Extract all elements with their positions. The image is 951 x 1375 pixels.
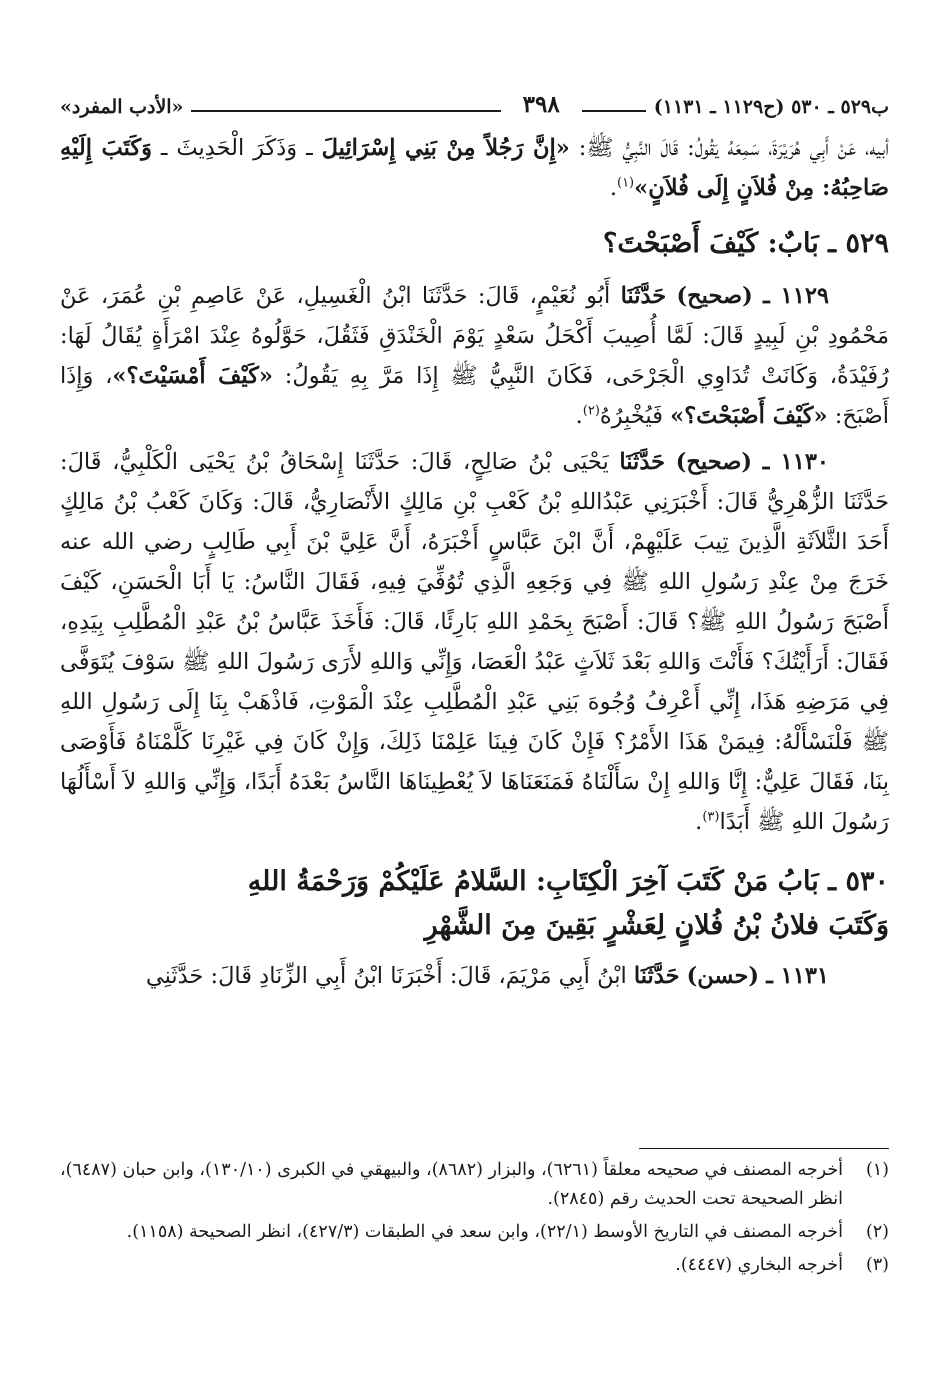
hadith-number: ١١٣٠ ـ — [762, 449, 829, 475]
chapter-530-title-line-1: ٥٣٠ ـ بَابُ مَنْ كَتَبَ آخِرَ الْكِتَابِ: السَّلامُ عَلَيْكُمْ وَرَحْمَةُ اللهِ — [247, 866, 889, 897]
hadith-text: يَحْيَى بْنُ صَالِحٍ، قَالَ: حَدَّثَنَا إِسْحَاقُ بْنُ يَحْيَى الْكَلْبِيُّ، قَالَ: حَدَّثَنَا الزُّهْرِيُّ قَالَ: أَخْبَرَنِي عَبْدُاللهِ بْنُ كَعْبِ بْنِ مَالِكٍ الأَنْصَارِيُّ، قَالَ: وَكَانَ كَعْبُ بْنُ مَالِكٍ أَحَدَ الثَّلاَثَةِ الَّذِينَ تِيبَ عَلَيْهِمْ، أَنَّ ابْنَ عَبَّاسٍ أَخْبَرَهُ، أَنَّ عَلِيَّ بْنَ أَبِي طَالِبٍ رضي الله عنه خَرَجَ مِنْ عِنْدِ رَسُولِ اللهِ ﷺ فِي وَجَعِهِ الَّذِي تُوُفِّيَ فِيهِ، فَقَالَ النَّاسُ: يَا أَبَا الْحَسَنِ، كَيْفَ أَصْبَحَ رَسُولُ اللهِ ﷺ؟ قَالَ: أَصْبَحَ بِحَمْدِ اللهِ بَارِئًا، قَالَ: فَأَخَذَ عَبَّاسُ بْنُ عَبْدِ الْمُطَّلِبِ بِيَدِهِ، فَقَالَ: أَرَأَيْتُكَ؟ فَأَنْتَ وَاللهِ بَعْدَ ثَلاَثٍ عَبْدُ الْعَصَا، وَإِنِّي وَاللهِ لأَرَى رَسُولَ اللهِ ﷺ سَوْفَ يُتَوَفَّى فِي مَرَضِهِ هَذَا، إِنِّي أَعْرِفُ وُجُوهَ بَنِي عَبْدِ الْمُطَّلِبِ عِنْدَ الْمَوْتِ، فَاذْهَبْ بِنَا إِلَى رَسُولِ اللهِ ﷺ فَلْنَسْأَلْهُ: فِيمَنْ هَذَا الأَمْرُ؟ فَإِنْ كَانَ فِينَا عَلِمْنَا ذَلِكَ، وَإِنْ كَانَ فِي غَيْرِنَا كَلَّمْنَاهُ فَأَوْصَى بِنَا، فَقَالَ عَلِيٌّ: إِنَّا وَاللهِ إِنْ سَأَلْنَاهُ فَمَنَعَنَاهَا لاَ يُعْطِينَاهَا النَّاسُ بَعْدَهُ أَبَدًا، وَإِنِّي وَاللهِ لاَ أَسْأَلُهَا رَسُولَ اللهِ ﷺ أَبَدًا — [60, 449, 889, 835]
hadith-end: . — [575, 403, 583, 429]
footnote-number: (٣) — [865, 1255, 889, 1275]
intro-quote-2: وَكَتَبَ إِلَيْهِ صَاحِبُهُ: مِنْ فُلاَنٍ إِلَى فُلاَنٍ» — [60, 135, 889, 201]
footnote-separator — [639, 1148, 889, 1149]
hadith-end: . — [695, 809, 703, 835]
hadith-number: ١١٣١ ـ — [766, 963, 829, 989]
chapter-530-title-line-2: وَكَتَبَ فلانُ بْنُ فُلانٍ لِعَشْرٍ بَقِينَ مِنَ الشَّهْرِ — [424, 910, 889, 941]
header-range: ب٥٢٩ ـ ٥٣٠ (ح١١٢٩ ـ ١١٣١) — [653, 96, 889, 118]
hadith-text: ابْنُ أَبِي مَرْيَمَ، قَالَ: أَخْبَرَنَا ابْنُ أَبِي الزِّنَادِ قَالَ: حَدَّثَنِي — [145, 963, 634, 989]
hadith-grade: (صحيح) — [676, 283, 753, 309]
footnote-ref-3[interactable]: (٣) — [702, 809, 720, 825]
header-book-title: «الأدب المفرد» — [60, 96, 184, 118]
intro-text-1: أبيه، عَنْ أَبِي هُرَيْرَةَ، سَمِعَهُ يَقُولُ: قَالَ النَّبِيُّ ﷺ: — [569, 135, 889, 161]
hadith-number: ١١٢٩ ـ — [763, 283, 829, 309]
hadith-grade: (حسن) — [686, 963, 760, 989]
footnote-ref-2[interactable]: (٢) — [582, 403, 600, 419]
header-rule-right — [582, 110, 646, 112]
footnote-number: (١) — [865, 1160, 889, 1180]
haddathana-word: حَدَّثَنَا — [619, 449, 666, 475]
hadith-grade: (صحيح) — [675, 449, 752, 475]
footnote-1 — [60, 1156, 889, 1214]
footnote-text: أخرجه البخاري (٤٤٤٧). — [675, 1255, 843, 1275]
header-rule-left — [191, 110, 500, 112]
footnote-number: (٢) — [865, 1222, 889, 1242]
footnotes — [60, 1156, 889, 1284]
footnote-3 — [60, 1251, 889, 1280]
footnote-2 — [60, 1218, 889, 1247]
footnote-ref-1[interactable]: (١) — [616, 175, 635, 191]
intro-paragraph — [60, 128, 889, 208]
page-number: ٣٩٨ — [522, 91, 560, 118]
chapter-529-title: ٥٢٩ ـ بَابٌ: كَيْفَ أَصْبَحْتَ؟ — [603, 228, 889, 259]
hadith-text-3: فَيُخْبِرُهُ — [599, 403, 671, 429]
hadith-1129 — [60, 276, 889, 436]
footnote-text: أخرجه المصنف في صحيحه معلقاً (٦٢٦١)، والبزار (٨٦٨٢)، والبيهقي في الكبرى (١٣٠/١٠)، وابن حبان (٦٤٨٧)، انظر الصحيحة تحت الحديث رقم (٢٨٤٥). — [60, 1160, 843, 1209]
haddathana-word: حَدَّثَنَا — [620, 283, 667, 309]
hadith-text-1: أَبُو نُعَيْمٍ، قَالَ: حَدَّثَنَا ابْنُ الْغَسِيلِ، عَنْ عَاصِمِ بْنِ عُمَرَ، عَنْ مَحْمُودِ بْنِ لَبِيدٍ قَالَ: لَمَّا أُصِيبَ أَكْحَلُ سَعْدٍ يَوْمَ الْخَنْدَقِ فَثَقُلَ، حَوَّلُوهُ عِنْدَ امْرَأَةٍ يُقَالُ لَهَا: رُفَيْدَةُ، وَكَانَتْ تُدَاوِي الْجَرْحَى، فَكَانَ النَّبِيُّ ﷺ إِذَا مَرَّ بِهِ يَقُولُ: — [60, 283, 889, 389]
hadith-1131 — [60, 956, 889, 996]
running-header — [60, 86, 889, 118]
footnote-text: أخرجه المصنف في التاريخ الأوسط (٢٢/١)، وابن سعد في الطبقات (٤٢٧/٣)، انظر الصحيحة (١١٥٨). — [126, 1222, 843, 1242]
hadith-quote-2: «كَيْفَ أَصْبَحْتَ؟» — [670, 403, 828, 429]
hadith-quote-1: «كَيْفَ أَمْسَيْتَ؟» — [112, 363, 273, 389]
intro-end: . — [609, 175, 617, 201]
intro-text-2: ـ وَذَكَرَ الْحَدِيثَ ـ — [152, 135, 322, 161]
haddathana-word: حَدَّثَنَا — [633, 963, 680, 989]
hadith-1130 — [60, 442, 889, 842]
main-text — [60, 128, 889, 996]
hadith-text-2: ، وَإِذَا أَصْبَحَ: — [60, 363, 889, 429]
intro-quote-1: «إِنَّ رَجُلاً مِنْ بَنِي إِسْرَائِيلَ — [321, 135, 570, 161]
